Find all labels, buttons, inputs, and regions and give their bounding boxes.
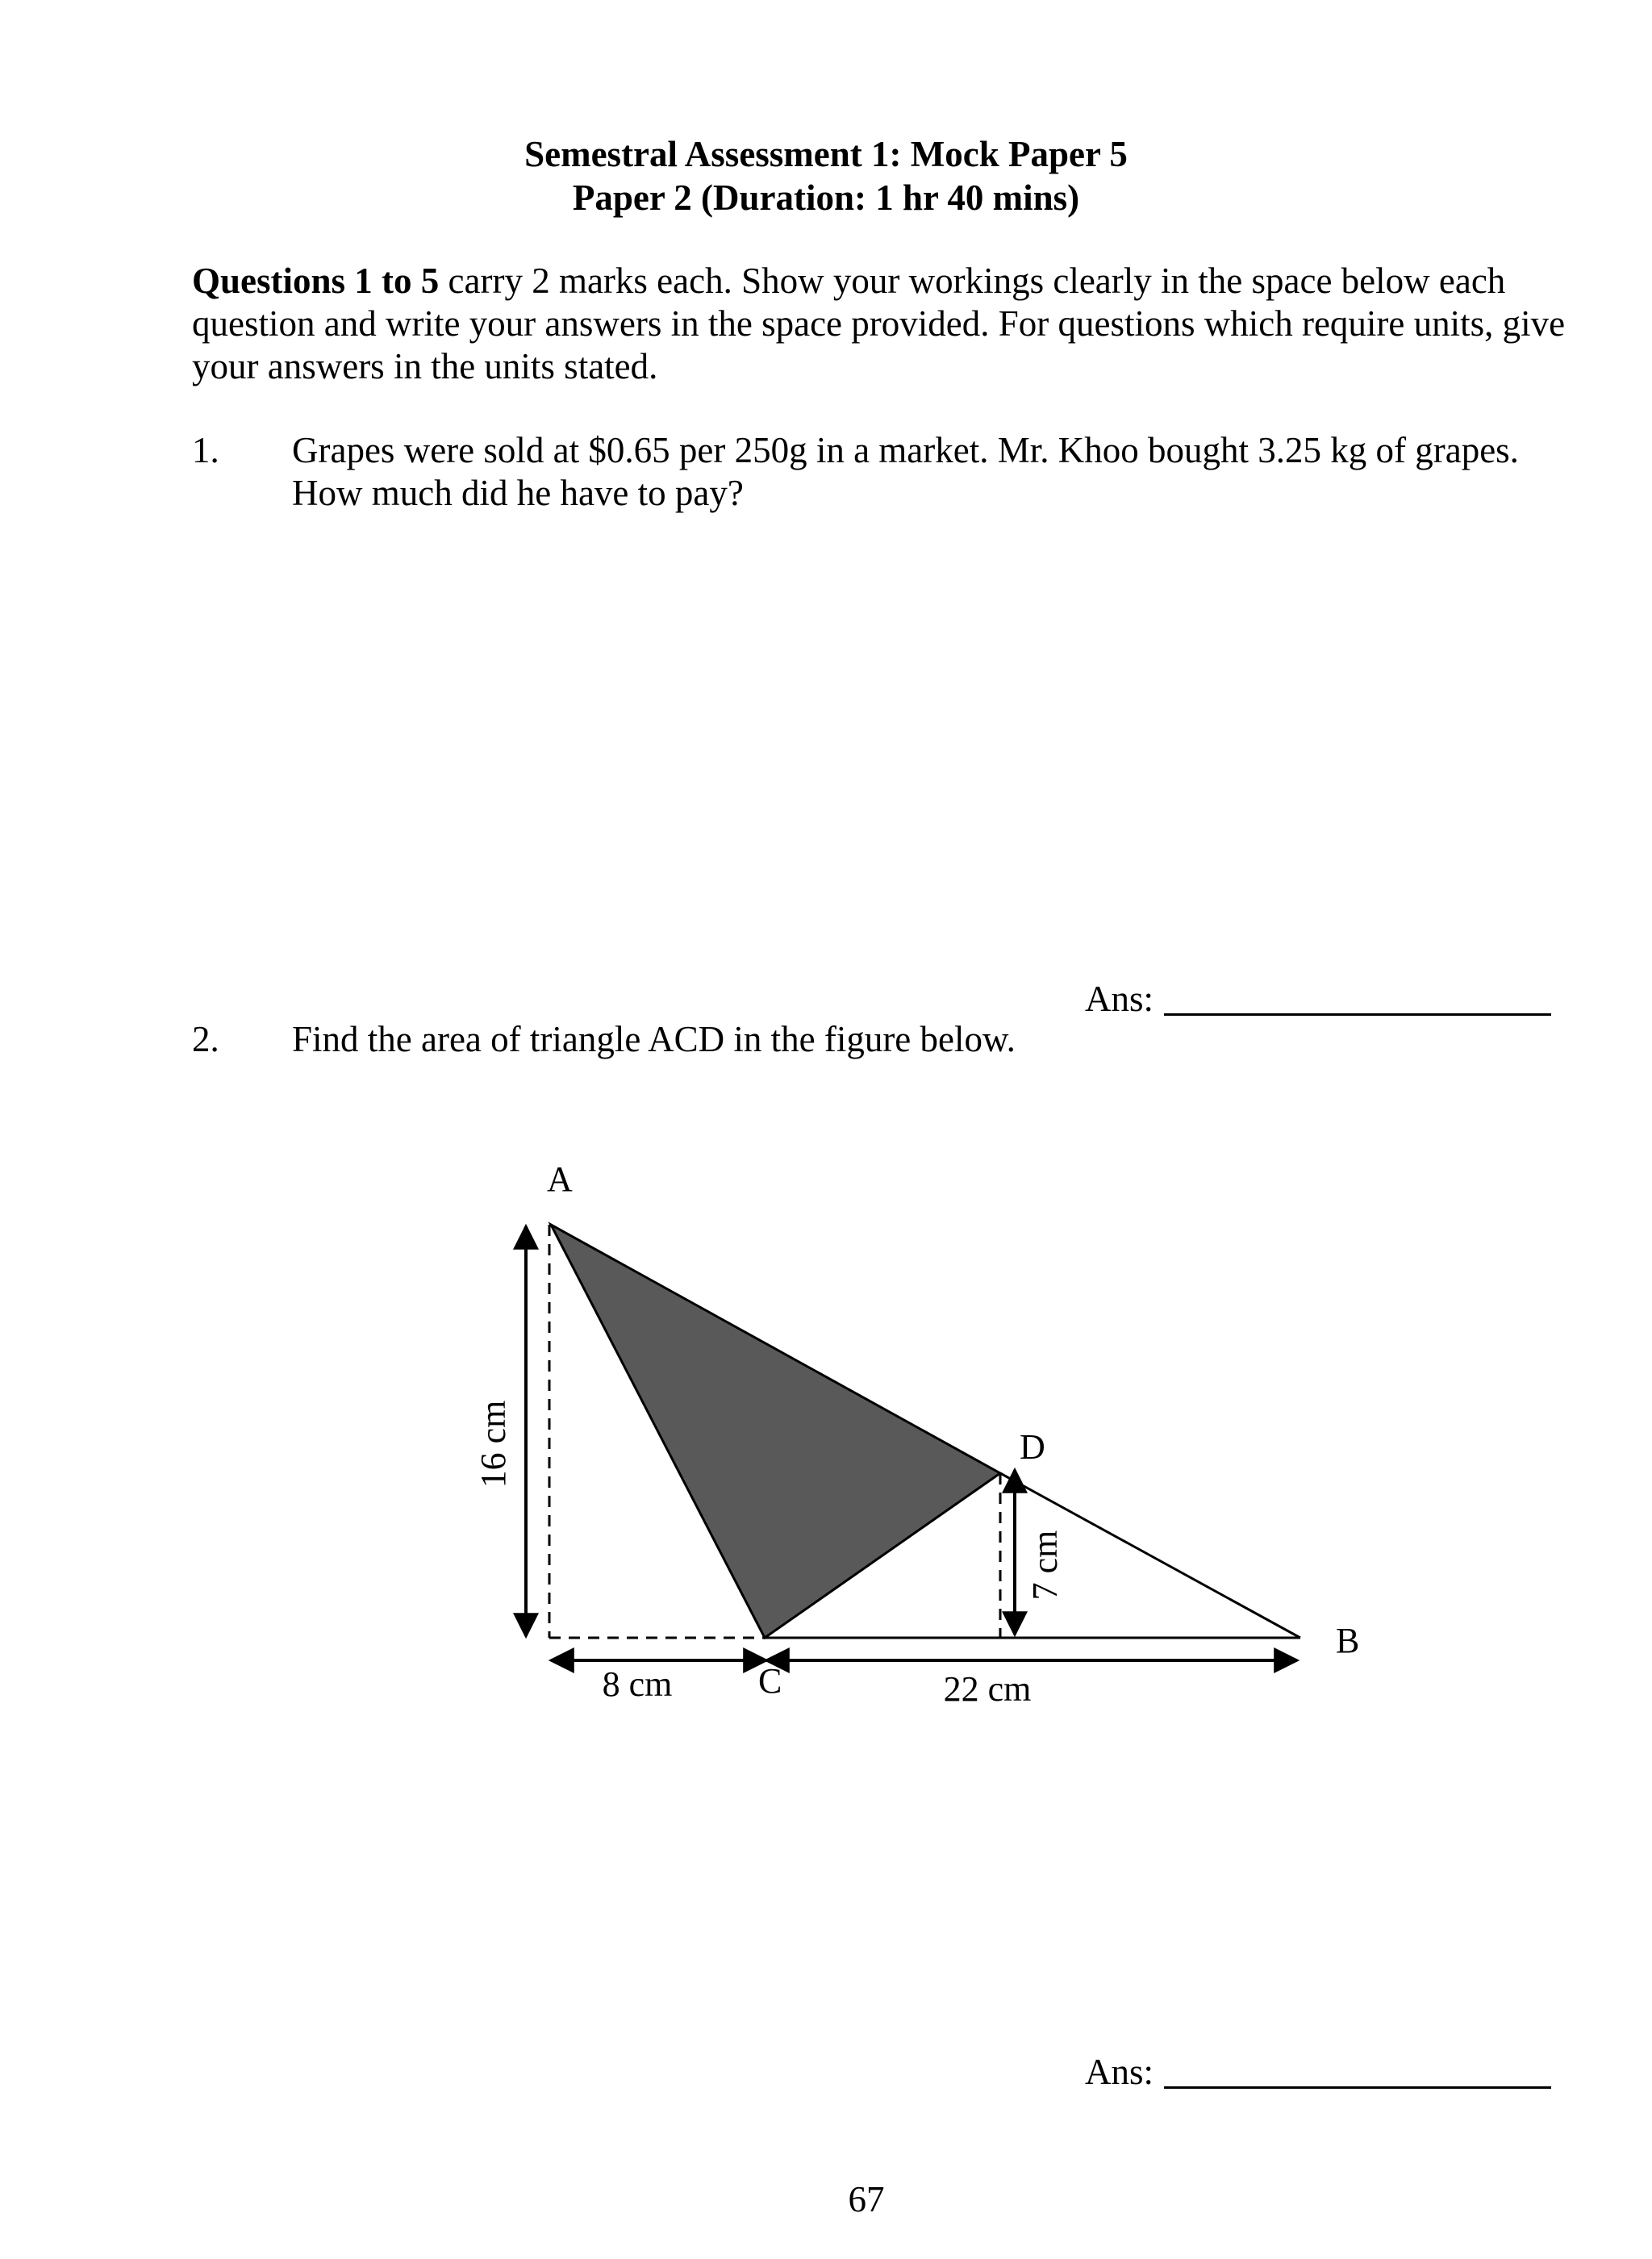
dimension-label-22cm: 22 cm bbox=[943, 1669, 1032, 1709]
vertex-label-d: D bbox=[1020, 1427, 1045, 1467]
question-2-answer-label: Ans: bbox=[1085, 2052, 1154, 2092]
question-1-text: Grapes were sold at $0.65 per 250g in a market. Mr. Khoo bought 3.25 kg of grapes. How much did he have to pay? bbox=[292, 430, 1519, 513]
vertex-label-c: C bbox=[758, 1661, 782, 1701]
question-1-number: 1. bbox=[192, 430, 219, 470]
question-2-number: 2. bbox=[192, 1019, 219, 1059]
question-1-answer-label: Ans: bbox=[1085, 979, 1154, 1019]
vertex-label-a: A bbox=[547, 1159, 573, 1199]
question-2-text: Find the area of triangle ACD in the figure below. bbox=[292, 1019, 1016, 1059]
dimension-label-7cm: 7 cm bbox=[1025, 1530, 1065, 1601]
dimension-label-8cm: 8 cm bbox=[602, 1664, 673, 1704]
dimension-label-16cm: 16 cm bbox=[473, 1400, 513, 1489]
shaded-triangle-acd bbox=[551, 1225, 1000, 1638]
question-2-answer-line[interactable] bbox=[1164, 2086, 1551, 2089]
page-number: 67 bbox=[848, 2179, 885, 2219]
page-title: Semestral Assessment 1: Mock Paper 5 bbox=[524, 134, 1128, 174]
instructions-bold-lead: Questions 1 to 5 bbox=[192, 261, 440, 301]
vertex-label-b: B bbox=[1336, 1621, 1360, 1660]
instructions-text: carry 2 marks each. Show your workings clearly in the space below each question and write your answers in the space provided. For questions which require units, give your answers in the units stated. bbox=[192, 261, 1566, 386]
page-subtitle: Paper 2 (Duration: 1 hr 40 mins) bbox=[572, 177, 1080, 218]
